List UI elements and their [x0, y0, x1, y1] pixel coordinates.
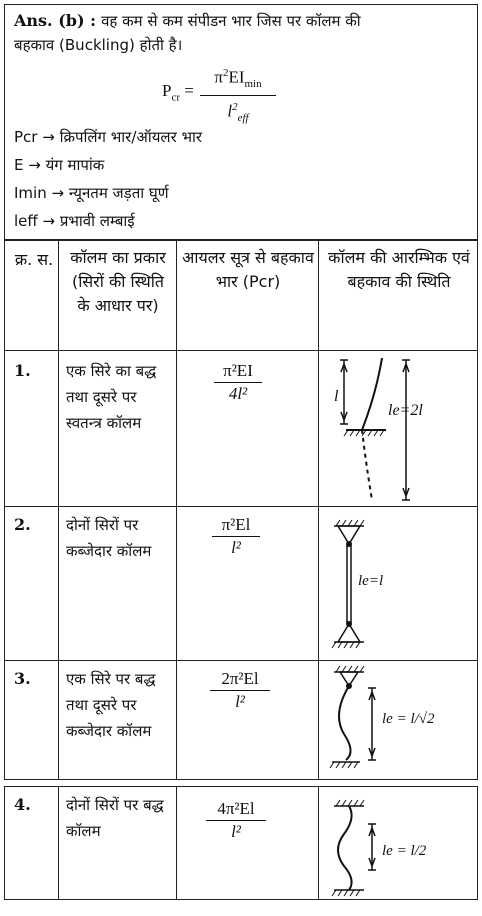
row1-l-label: l — [334, 388, 339, 405]
row4-le-label: le = l/2 — [382, 843, 427, 859]
header-sn: क्र. स. — [14, 250, 54, 269]
def-imin-text: Imin → न्यूनतम जड़ता घूर्ण — [14, 184, 169, 202]
answer-line-2: बहकाव (Buckling) होती है। — [14, 36, 183, 54]
def-e-text: E → यंग मापांक — [14, 156, 105, 174]
ans-label: Ans. (b) : — [14, 11, 96, 30]
row1-sn: 1. — [14, 361, 31, 380]
col-divider-2 — [176, 240, 177, 780]
row2-type: दोनों सिरों पर कब्जेदार कॉलम — [66, 516, 152, 560]
row2-formula-num: π²El — [212, 514, 260, 537]
row4-formula-num: 4π²El — [206, 798, 266, 821]
row-divider-1 — [4, 506, 478, 507]
row3-formula-num: 2π²El — [210, 668, 270, 691]
row2-le-label: le=l — [358, 573, 384, 589]
row1-formula-num: π²EI — [214, 360, 262, 383]
main-formula — [200, 62, 276, 129]
col-divider-1 — [58, 240, 59, 780]
def-leff-text: leff → प्रभावी लम्बाई — [14, 212, 135, 230]
col-divider-3 — [318, 240, 319, 780]
def-leff — [14, 210, 135, 232]
row1-formula-den: 4l² — [228, 384, 248, 403]
row4-type: दोनों सिरों पर बद्ध कॉलम — [66, 796, 164, 840]
header-type: कॉलम का प्रकार (सिरों की स्थिति के आधार पर) — [70, 248, 166, 315]
col-divider-2b — [176, 786, 177, 900]
header-diagram: कॉलम की आरम्भिक एवं बहकाव की स्थिति — [328, 248, 470, 291]
row-divider-header — [4, 350, 478, 351]
def-pcr — [14, 126, 202, 148]
row2-formula — [212, 514, 260, 559]
row2-formula-den: l² — [231, 538, 241, 557]
row3-sn: 3. — [14, 669, 31, 688]
row3-formula-den: l² — [235, 692, 245, 711]
def-imin — [14, 182, 169, 204]
main-formula-den: $l^2_{eff}$ — [227, 101, 249, 125]
answer-line-1 — [14, 10, 361, 32]
row3-type: एक सिरे पर बद्ध तथा दूसरे पर कब्जेदार कॉलम — [66, 670, 156, 740]
row1-le-label: le=2l — [388, 402, 423, 419]
ans-text-1: वह कम से कम संपीडन भार जिस पर कॉलम की — [101, 12, 361, 30]
row-divider-2 — [4, 660, 478, 661]
row1-formula — [214, 360, 262, 405]
row2-sn: 2. — [14, 515, 31, 534]
row4-sn: 4. — [14, 795, 31, 814]
col-divider-3b — [318, 786, 319, 900]
def-e — [14, 154, 104, 176]
def-pcr-text: Pcr → क्रिपलिंग भार/ऑयलर भार — [14, 128, 203, 146]
col-divider-1b — [58, 786, 59, 900]
row3-le-label: le = l/√2 — [382, 711, 435, 727]
row3-formula — [210, 668, 270, 713]
row4-formula — [206, 798, 266, 843]
row2-diagram — [324, 512, 474, 658]
row4-formula-den: l² — [231, 822, 241, 841]
formula-lhs: $P_{cr}$ = — [162, 81, 194, 104]
row1-diagram — [324, 354, 474, 504]
row1-type: एक सिरे का बद्ध तथा दूसरे पर स्वतन्त्र कॉलम — [66, 362, 157, 432]
main-formula-num: $\pi^2EI_{min}$ — [200, 62, 276, 96]
header-formula: आयलर सूत्र से बहकाव भार (Pcr) — [182, 248, 314, 291]
